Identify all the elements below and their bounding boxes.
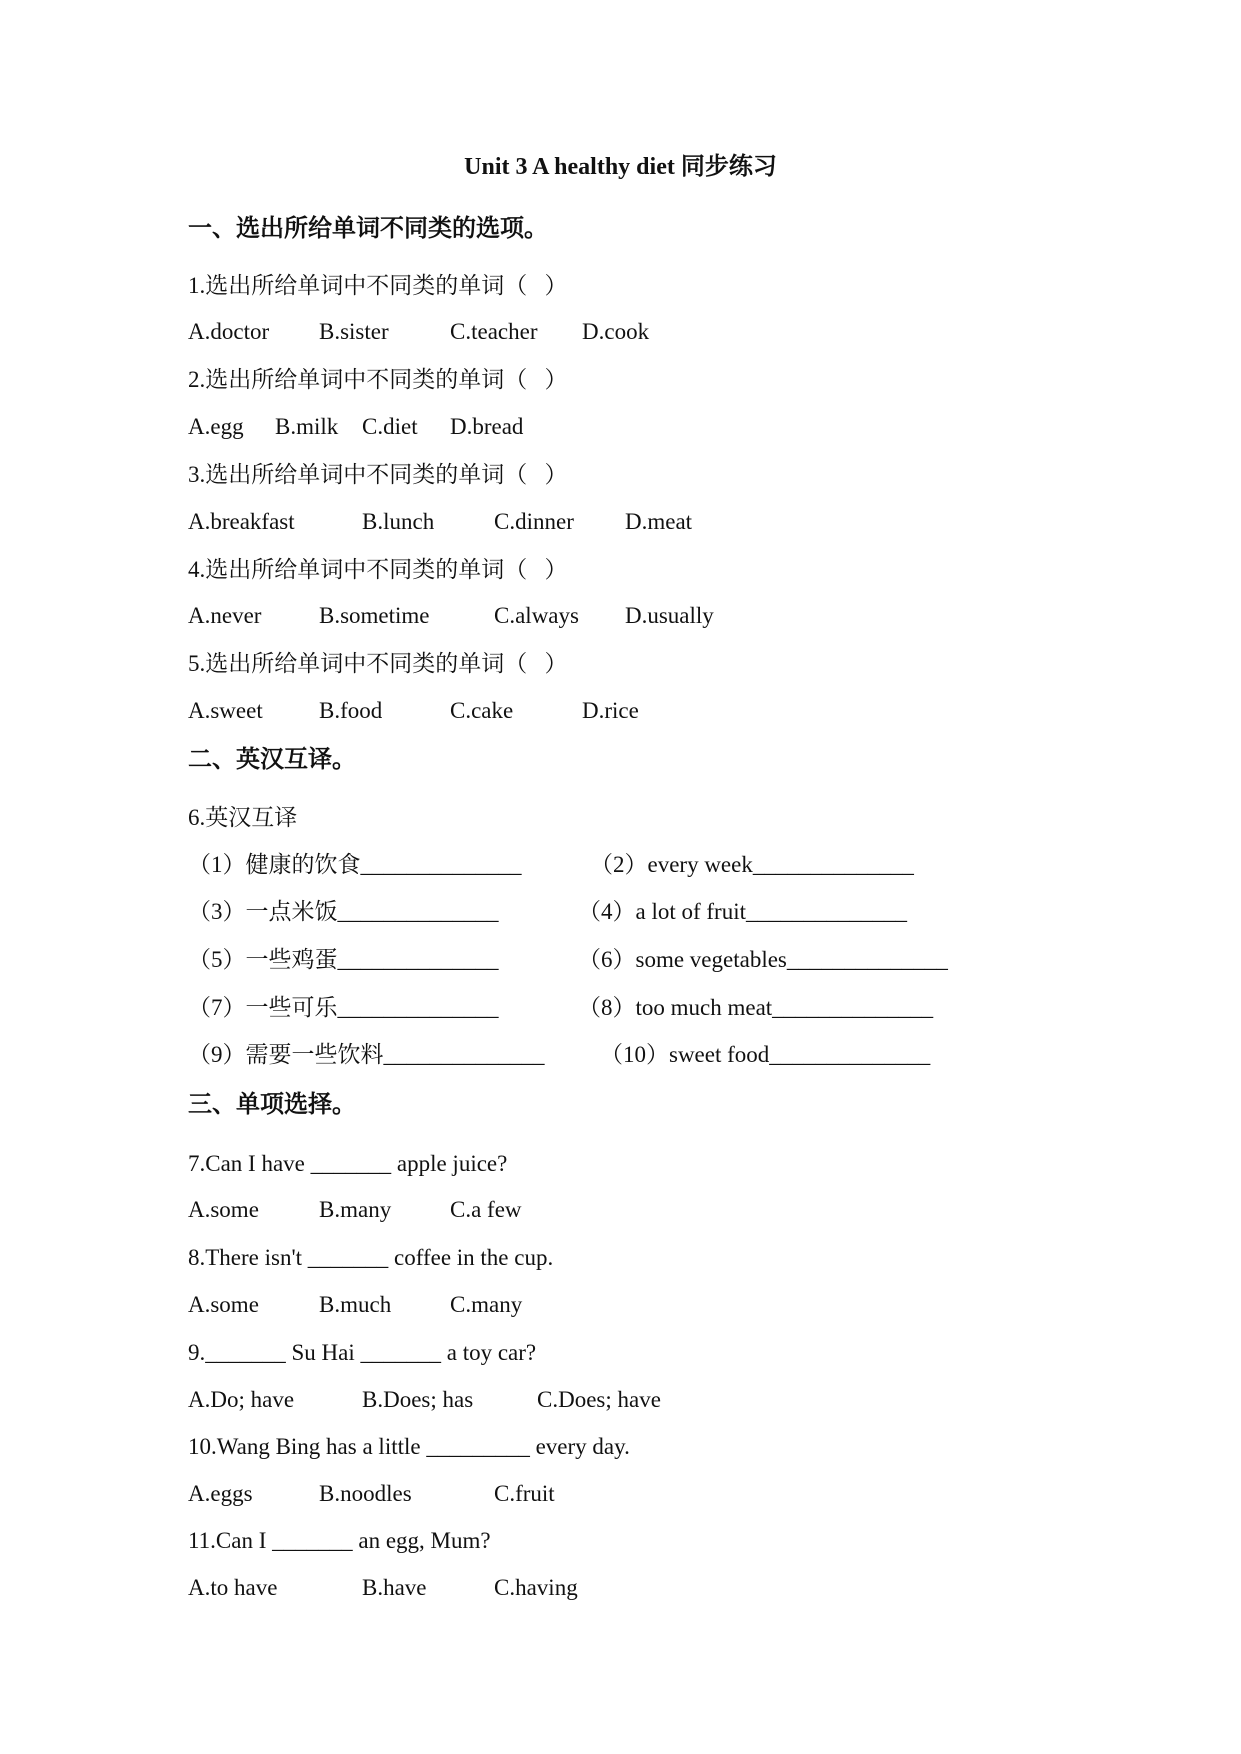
question-5-option-b: B.food <box>319 698 383 723</box>
question-3-option-a: A.breakfast <box>188 509 295 534</box>
question-10-option-c: C.fruit <box>494 1481 555 1506</box>
translation-item-2: （2）every week______________ <box>590 852 914 877</box>
question-11-option-b: B.have <box>362 1575 427 1600</box>
question-3-stem: 3.选出所给单词中不同类的单词（ ） <box>188 462 568 487</box>
question-9-option-a: A.Do; have <box>188 1387 295 1412</box>
question-4-stem: 4.选出所给单词中不同类的单词（ ） <box>188 557 568 582</box>
question-3-option-b: B.lunch <box>362 509 435 534</box>
question-5-option-a: A.sweet <box>188 698 263 723</box>
translation-item-9: （9）需要一些饮料______________ <box>188 1042 545 1067</box>
question-5-option-d: D.rice <box>582 698 639 723</box>
question-1-stem: 1.选出所给单词中不同类的单词（ ） <box>188 273 568 298</box>
translation-item-7: （7）一些可乐______________ <box>188 995 499 1020</box>
question-8-option-c: C.many <box>450 1292 523 1317</box>
translation-item-10: （10）sweet food______________ <box>600 1042 931 1067</box>
question-4-option-a: A.never <box>188 603 262 628</box>
question-7-stem: 7.Can I have _______ apple juice? <box>188 1151 508 1176</box>
question-7-option-c: C.a few <box>450 1197 522 1222</box>
translation-item-1: （1）健康的饮食______________ <box>188 852 522 877</box>
section-3-heading: 三、单项选择。 <box>188 1092 356 1118</box>
question-2-stem: 2.选出所给单词中不同类的单词（ ） <box>188 367 568 392</box>
question-2-option-c: C.diet <box>362 414 418 439</box>
question-7-option-a: A.some <box>188 1197 259 1222</box>
question-10-stem: 10.Wang Bing has a little _________ every day. <box>188 1434 630 1459</box>
question-8-option-a: A.some <box>188 1292 259 1317</box>
question-5-option-c: C.cake <box>450 698 514 723</box>
question-11-option-c: C.having <box>494 1575 578 1600</box>
question-9-option-c: C.Does; have <box>537 1387 661 1412</box>
page-title: Unit 3 A healthy diet 同步练习 <box>464 154 777 180</box>
question-3-option-c: C.dinner <box>494 509 574 534</box>
question-4-option-c: C.always <box>494 603 579 628</box>
question-4-option-b: B.sometime <box>319 603 430 628</box>
translation-item-3: （3）一点米饭______________ <box>188 899 499 924</box>
translation-item-4: （4）a lot of fruit______________ <box>578 899 907 924</box>
translation-item-5: （5）一些鸡蛋______________ <box>188 947 499 972</box>
question-5-stem: 5.选出所给单词中不同类的单词（ ） <box>188 651 568 676</box>
question-7-option-b: B.many <box>319 1197 392 1222</box>
question-10-option-a: A.eggs <box>188 1481 253 1506</box>
question-10-option-b: B.noodles <box>319 1481 412 1506</box>
question-9-stem: 9._______ Su Hai _______ a toy car? <box>188 1340 537 1365</box>
question-1-option-d: D.cook <box>582 319 650 344</box>
question-8-stem: 8.There isn't _______ coffee in the cup. <box>188 1245 554 1270</box>
question-2-option-b: B.milk <box>275 414 339 439</box>
question-11-option-a: A.to have <box>188 1575 278 1600</box>
question-1-option-a: A.doctor <box>188 319 270 344</box>
question-2-option-d: D.bread <box>450 414 524 439</box>
question-4-option-d: D.usually <box>625 603 714 628</box>
question-3-option-d: D.meat <box>625 509 693 534</box>
question-1-option-c: C.teacher <box>450 319 538 344</box>
question-8-option-b: B.much <box>319 1292 392 1317</box>
question-1-option-b: B.sister <box>319 319 389 344</box>
section-2-heading: 二、英汉互译。 <box>188 747 356 773</box>
question-6-stem: 6.英汉互译 <box>188 805 298 830</box>
question-9-option-b: B.Does; has <box>362 1387 474 1412</box>
question-2-option-a: A.egg <box>188 414 244 439</box>
question-11-stem: 11.Can I _______ an egg, Mum? <box>188 1528 491 1553</box>
translation-item-8: （8）too much meat______________ <box>578 995 934 1020</box>
translation-item-6: （6）some vegetables______________ <box>578 947 948 972</box>
section-1-heading: 一、选出所给单词不同类的选项。 <box>188 216 548 242</box>
